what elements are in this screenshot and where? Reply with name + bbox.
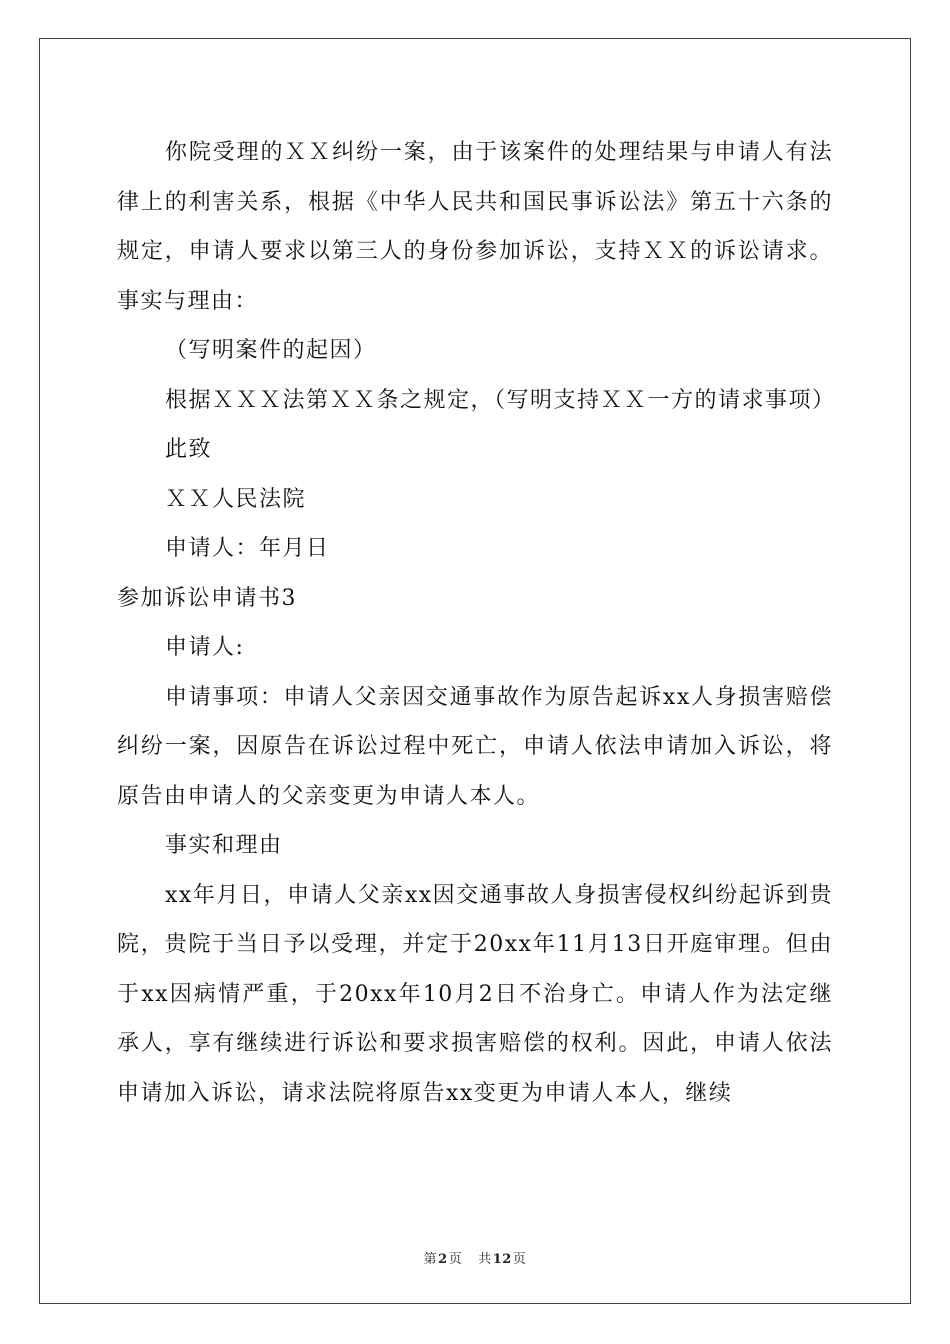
paragraph-intro: 你院受理的ＸＸ纠纷一案，由于该案件的处理结果与申请人有法律上的利害关系，根据《中华人民共和国民事诉讼法》第五十六条的规定，申请人要求以第三人的身份参加诉讼，支持ＸＸ的诉讼请求。事实与理由： <box>117 140 833 314</box>
page-suffix: 页 <box>448 1252 463 1267</box>
paragraph-legal-basis: 根据ＸＸＸ法第ＸＸ条之规定，（写明支持ＸＸ一方的请求事项） <box>165 387 836 413</box>
section-heading: 参加诉讼申请书3 <box>117 585 297 611</box>
paragraph-applicant: 申请人: <box>165 635 245 660</box>
paragraph-facts-body: xx年月日，申请人父亲xx因交通事故人身损害侵权纠纷起诉到贵院，贵院于当日予以受理，并定于20xx年11月13日开庭审理。但由于xx因病情严重，于20xx年10月2日不治身亡。申请人作为法定继承人，享有继续进行诉讼和要求损害赔偿的权利。因此，申请人依法申请加入诉讼，请求法院将原告xx变更为申请人本人，继续 <box>117 882 833 1106</box>
total-prefix: 共 <box>478 1252 492 1267</box>
total-pages: 12 <box>492 1252 512 1267</box>
page-prefix: 第 <box>423 1252 438 1267</box>
total-suffix: 页 <box>512 1252 527 1267</box>
paragraph-court: ＸＸ人民法院 <box>165 486 307 512</box>
paragraph-signature: 申请人：年月日 <box>165 536 330 561</box>
paragraph-salutation: 此致 <box>165 437 213 462</box>
paragraph-facts-heading: 事实和理由 <box>165 833 283 858</box>
page-footer <box>0 1248 950 1267</box>
paragraph-request-items: 申请事项：申请人父亲因交通事故作为原告起诉xx人身损害赔偿纠纷一案，因原告在诉讼过程中死亡，申请人依法申请加入诉讼，将原告由申请人的父亲变更为申请人本人。 <box>117 684 833 809</box>
page-number: 2 <box>438 1252 448 1267</box>
paragraph-case-cause: （写明案件的起因） <box>165 338 377 363</box>
document-body <box>117 128 836 1118</box>
